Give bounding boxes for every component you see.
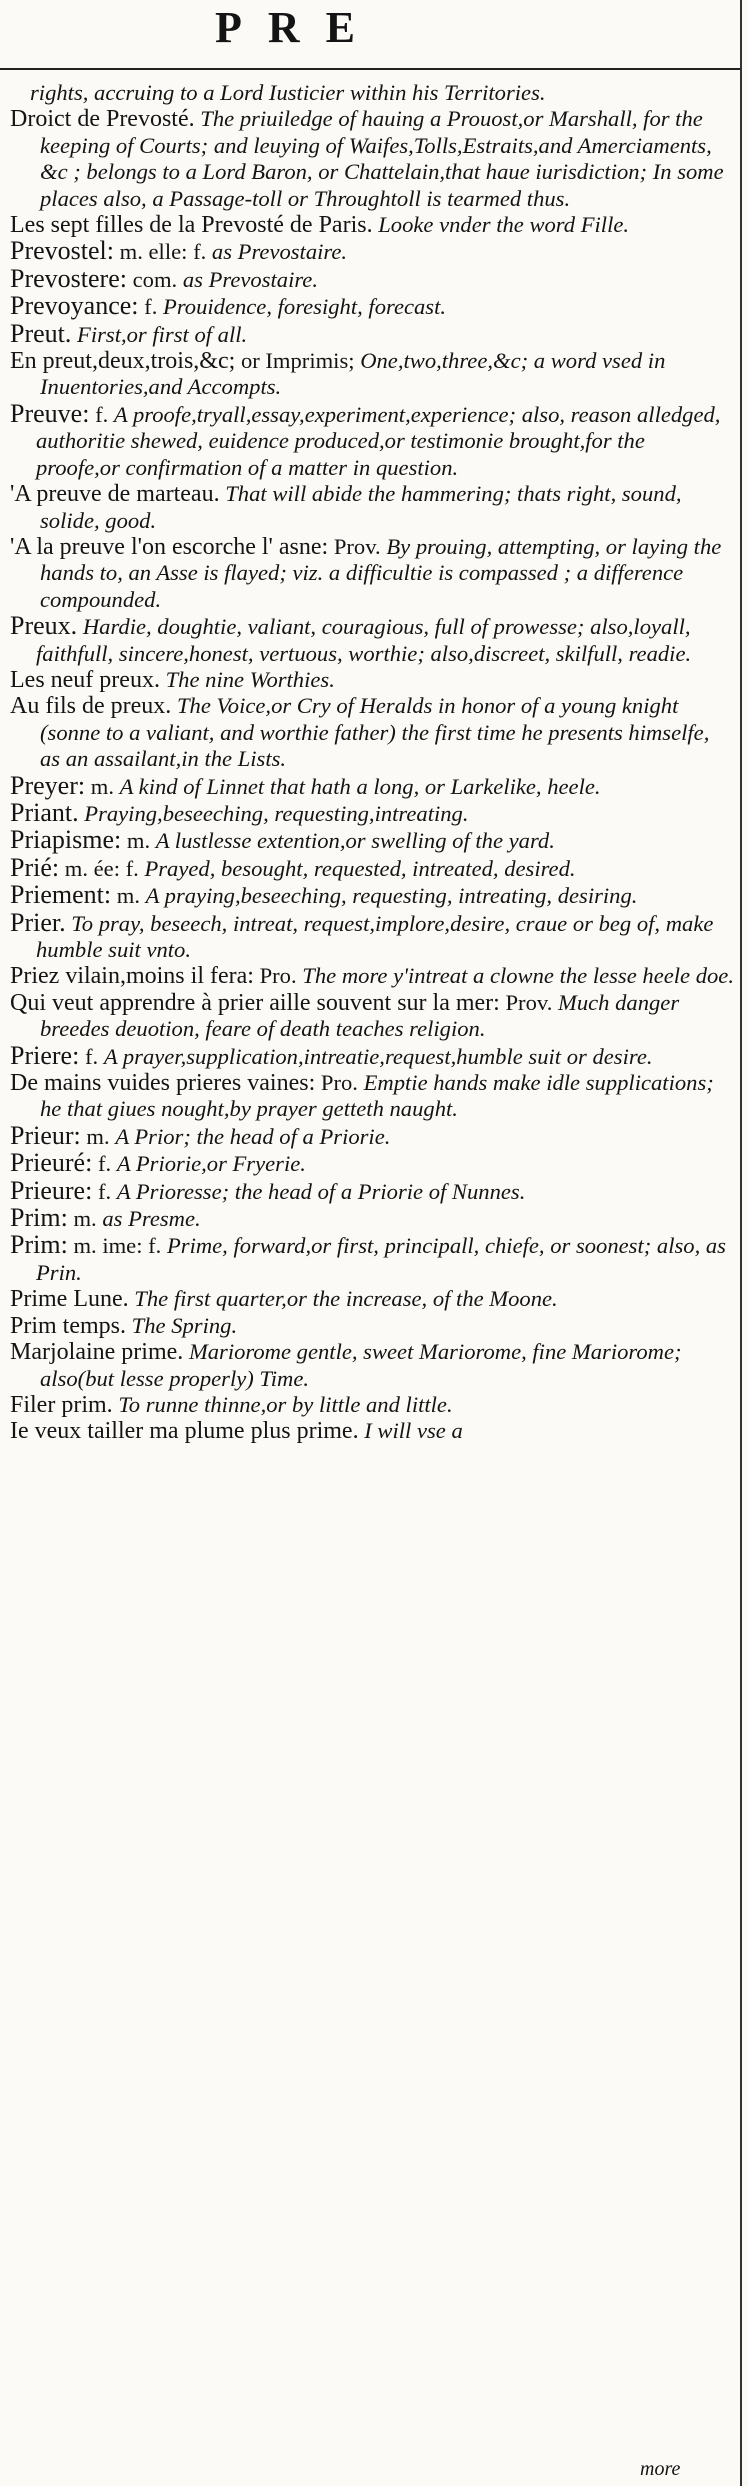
definition: A lustlesse extention,or swelling of the yard. [155, 828, 555, 854]
dictionary-entry [10, 1150, 734, 1177]
headword: En preut,deux,trois,&c; [10, 348, 236, 375]
grammar-note: f. [95, 401, 109, 427]
definition: as [102, 1206, 123, 1232]
grammar-note: m. ée: f. [64, 855, 139, 881]
sub-entry [10, 1070, 734, 1123]
headword: Au fils de preux. [10, 693, 172, 720]
definition: Looke vnder the word [378, 212, 576, 238]
headword: Prim temps. [10, 1312, 127, 1339]
headword: Preyer: [10, 770, 86, 800]
definition: A Prior; the head of a Priorie. [115, 1123, 391, 1149]
definition: A prayer,supplication,intreatie,request,humble suit or desire. [103, 1043, 653, 1069]
headword: Prié: [10, 852, 60, 882]
definition: as [211, 239, 232, 265]
dictionary-column [10, 80, 734, 1445]
grammar-note: Prov. [505, 989, 553, 1015]
grammar-note: or Imprimis; [240, 348, 355, 374]
definition: A kind of Linnet that hath a long, or Larkelike, heele. [119, 773, 601, 799]
dictionary-entry [10, 1205, 734, 1232]
headword: Priement: [10, 880, 112, 910]
headword: 'A la preuve l'on escorche l' asne: [10, 533, 329, 560]
definition: Praying,beseeching, requesting,intreating. [84, 800, 469, 826]
definition: A praying,beseeching, requesting, intreating, desiring. [145, 883, 638, 909]
dictionary-entry [10, 398, 734, 481]
dictionary-entry [10, 263, 734, 293]
definition: rights, accruing to a Lord Iusticier within his Territories. [30, 80, 546, 105]
definition: Prevostaire. [208, 266, 318, 292]
headword: Preuve: [10, 398, 90, 428]
dictionary-entry [10, 1232, 734, 1286]
headword: Preut. [10, 318, 72, 348]
definition: Prin. [36, 1259, 82, 1285]
headword: Prier. [10, 907, 66, 937]
grammar-note: m. [116, 883, 140, 909]
catchword: more [640, 2458, 681, 2480]
definition: By prouing, attempting, or laying the hands to, an Asse is flayed; viz. a difficultie is compassed ; a difference compounded. [40, 533, 722, 612]
grammar-note: m. ime: f. [73, 1233, 162, 1259]
grammar-note: f. [97, 1151, 112, 1177]
grammar-note: com. [132, 266, 178, 292]
definition: Mariorome gentle, sweet Mariorome, fine Mariorome; also(but lesse properly) Time. [40, 1339, 682, 1391]
sub-entry [10, 963, 734, 989]
definition: A Prioresse; the head of a Priorie of Nunnes. [116, 1178, 526, 1204]
grammar-note: m. [86, 1123, 110, 1149]
headword: Les sept filles de la Prevosté de Paris. [10, 212, 373, 239]
sub-entry [10, 481, 734, 534]
definition: The Voice,or Cry of Heralds in honor of a young knight (sonne to a valiant, and worthie father) the first time he presents himselfe, as an assailant,in the Lists. [40, 693, 710, 772]
definition: To pray, beseech, intreat, request,implore,desire, craue or beg of, make humble suit vnto. [36, 910, 714, 962]
definition: A proofe,tryall,essay,experiment,experience; also, reason alledged, authoritie shewed, euidence produced,or testimonie brought,for the proofe,or confirmation of a matter in question. [36, 401, 721, 480]
headword: Les neuf preux. [10, 666, 160, 693]
definition: a word vsed in Inuentories,and Accompts. [40, 348, 666, 400]
headword: Prim: [10, 1203, 68, 1233]
definition: Presme. [128, 1206, 201, 1232]
definition: One,two,three,&c; [360, 348, 529, 374]
definition: First,or first of all. [77, 321, 248, 347]
headword: Prieure: [10, 1175, 93, 1205]
grammar-note: m. [90, 773, 114, 799]
grammar-note: m. [73, 1206, 97, 1232]
continued-definition [10, 80, 734, 106]
headword: Prieuré: [10, 1148, 93, 1178]
grammar-note: f. [84, 1043, 99, 1069]
headword: Priant. [10, 797, 79, 827]
headword: Prieur: [10, 1120, 81, 1150]
headword: Filer prim. [10, 1391, 113, 1418]
grammar-note: f. [144, 294, 158, 320]
definition: The priuiledge of hauing a Prouost,or Marshall, for the keeping of Courts; and leuying of Waifes,Tolls,Estraits,and Amerciaments, &c ; belongs to a Lord Baron, or Chattelain,that haue iurisdiction; In some places also, a Passage-toll or Throughtoll is tearmed thus. [40, 106, 724, 211]
headword: Prim: [10, 1230, 68, 1260]
column-rule [740, 0, 742, 2486]
grammar-note: Pro. [320, 1070, 358, 1096]
sub-entry [10, 1392, 734, 1418]
definition: Much danger breedes deuotion, feare of death teaches religion. [40, 989, 680, 1042]
header-rule [0, 68, 740, 70]
definition: Prouidence, foresight, forecast. [163, 294, 447, 320]
definition: To runne thinne,or by little and little. [118, 1391, 453, 1417]
sub-entry [10, 1286, 734, 1312]
headword: Prime Lune. [10, 1286, 129, 1313]
dictionary-entry [10, 1040, 734, 1070]
sub-entry [10, 1339, 734, 1392]
definition: That will abide the hammering; thats right, sound, solide, good. [40, 481, 682, 533]
definition: The more y'intreat a clowne the lesse heele doe. [302, 963, 734, 989]
dictionary-entry [10, 907, 734, 964]
definition: The first quarter,or the increase, of the Moone. [134, 1286, 558, 1312]
grammar-note: m. elle: f. [119, 239, 207, 265]
definition: I will vse a [364, 1418, 463, 1444]
headword: Prevostere: [10, 263, 127, 293]
page-header [0, 0, 740, 80]
definition: as [182, 266, 203, 292]
dictionary-entry [10, 238, 734, 265]
dictionary-entry [10, 613, 734, 667]
headword: Priapisme: [10, 825, 122, 855]
grammar-note: Pro. [259, 963, 297, 989]
headword: Qui veut apprendre à prier aille souvent sur la mer: [10, 989, 500, 1016]
dictionary-entry [10, 1120, 734, 1150]
dictionary-entry [10, 852, 734, 882]
running-head: PRE [215, 3, 381, 52]
definition: Emptie hands make idle supplications; he that giues nought,by prayer getteth naught. [40, 1070, 714, 1122]
headword: Marjolaine prime. [10, 1339, 184, 1366]
sub-entry [10, 348, 734, 401]
dictionary-entry [10, 882, 734, 909]
grammar-note: m. [126, 828, 151, 854]
sub-entry [10, 1418, 734, 1444]
grammar-note: f. [97, 1178, 112, 1204]
sub-entry [10, 212, 734, 238]
headword: De mains vuides prieres vaines: [10, 1070, 316, 1097]
dictionary-entry [10, 1175, 734, 1205]
grammar-note: Prov. [333, 533, 381, 559]
dictionary-entry [10, 827, 734, 854]
sub-entry [10, 667, 734, 693]
definition: A Priorie,or Fryerie. [116, 1151, 306, 1177]
dictionary-entry [10, 797, 734, 827]
dictionary-entry [10, 318, 734, 348]
dictionary-entry [10, 293, 734, 320]
sub-entry [10, 1313, 734, 1339]
headword: Priez vilain,moins il fera: [10, 963, 254, 990]
sub-entry [10, 693, 734, 772]
headword: Preux. [10, 611, 78, 641]
definition: Prime, forward,or first, principall, chiefe, or soonest; also, as [166, 1233, 726, 1259]
headword: Prevoyance: [10, 291, 139, 321]
headword: Prevostel: [10, 236, 114, 266]
definition: Prayed, besought, requested, intreated, desired. [144, 855, 576, 881]
headword: Priere: [10, 1040, 80, 1070]
dictionary-entry [10, 770, 734, 800]
sub-entry [10, 106, 734, 212]
definition: The nine Worthies. [165, 666, 335, 692]
definition: Hardie, doughtie, valiant, couragious, full of prowesse; also,loyall, faithfull, sincere,honest, vertuous, worthie; also,discreet, skilfull, readie. [36, 614, 692, 666]
headword: Ie veux tailler ma plume plus prime. [10, 1418, 359, 1445]
headword: 'A preuve de marteau. [10, 481, 220, 508]
headword: Droict de Prevosté. [10, 106, 195, 133]
sub-entry [10, 990, 734, 1043]
definition: The Spring. [131, 1312, 238, 1338]
definition: Fille. [580, 212, 630, 238]
sub-entry [10, 534, 734, 613]
definition: Prevostaire. [237, 239, 348, 265]
